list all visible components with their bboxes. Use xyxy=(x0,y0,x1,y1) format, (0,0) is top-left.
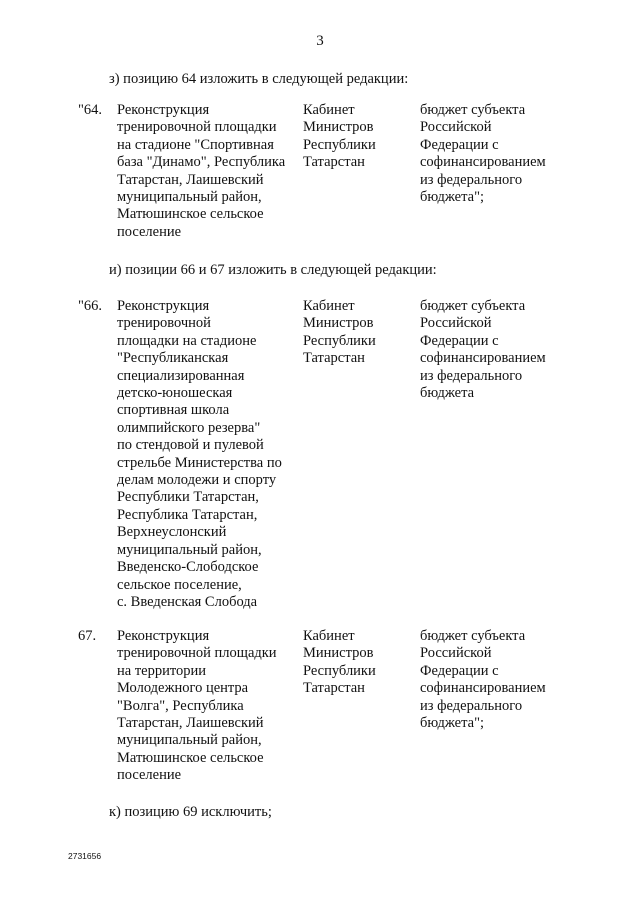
position-number: 67. xyxy=(78,628,97,644)
document-code: 2731656 xyxy=(68,851,102,861)
instruction-i: и) позиции 66 и 67 изложить в следующей редакции: xyxy=(109,262,437,278)
page-number: 3 xyxy=(316,33,324,49)
responsible-authority: Кабинет Министров Республики Татарстан xyxy=(303,298,376,367)
responsible-authority: Кабинет Министров Республики Татарстан xyxy=(303,628,376,697)
funding-source: бюджет субъекта Российской Федерации с софинансированием из федерального бюджета"; xyxy=(420,628,546,732)
object-name: Реконструкция тренировочной площадки на стадионе "Республиканская специализированная детско-юношеская спортивная школа олимпийского резерва" по стендовой и пулевой стрельбе Министерства по делам молодежи и спорту Республики Татарстан, Республика Татарстан, Верхнеуслонский муниципальный район, Введенско-Слободское сельское поселение, с. Введенская Слобода xyxy=(117,298,282,610)
position-number: "64. xyxy=(78,102,103,118)
object-name: Реконструкция тренировочной площадки на территории Молодежного центра "Волга", Республика Татарстан, Лаишевский муниципальный район, Матюшинское сельское поселение xyxy=(117,628,277,784)
position-number: "66. xyxy=(78,298,103,314)
funding-source: бюджет субъекта Российской Федерации с софинансированием из федерального бюджета xyxy=(420,298,546,402)
instruction-z: з) позицию 64 изложить в следующей редакции: xyxy=(109,71,409,87)
object-name: Реконструкция тренировочной площадки на стадионе "Спортивная база "Динамо", Республика Татарстан, Лаишевский муниципальный район, Матюшинское сельское поселение xyxy=(117,102,286,240)
instruction-k: к) позицию 69 исключить; xyxy=(109,804,272,820)
responsible-authority: Кабинет Министров Республики Татарстан xyxy=(303,102,376,171)
funding-source: бюджет субъекта Российской Федерации с софинансированием из федерального бюджета"; xyxy=(420,102,546,206)
